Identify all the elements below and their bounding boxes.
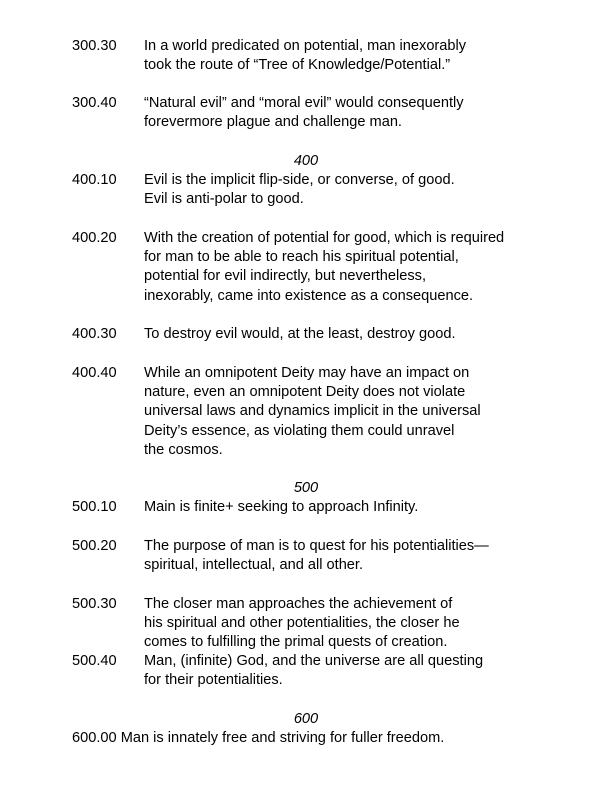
entry-text [144, 171, 564, 209]
entry-line: forevermore plague and challenge man. [144, 114, 402, 131]
entry-line: Evil is anti-polar to good. [144, 191, 304, 208]
entry-line: for their potentialities. [144, 672, 283, 689]
entry-number: 400.40 [72, 365, 117, 381]
entry-600-00 [72, 729, 444, 748]
entry-line: for man to be able to reach his spiritual potential, [144, 249, 459, 266]
entry-line: Evil is the implicit flip-side, or converse, of good. [144, 172, 455, 188]
entry-text [144, 94, 564, 132]
entry-line: With the creation of potential for good, which is required [144, 230, 505, 246]
entry-line: took the route of “Tree of Knowledge/Potential.” [144, 57, 451, 74]
entry-line: spiritual, intellectual, and all other. [144, 557, 364, 574]
section-heading-600: 600 [293, 711, 319, 727]
entry-line: inexorably, came into existence as a consequence. [144, 287, 474, 304]
entry-number: 300.30 [72, 38, 117, 54]
entry-line: The purpose of man is to quest for his potentialities— [144, 538, 489, 554]
entry-text [144, 537, 564, 575]
section-heading-400: 400 [293, 153, 319, 169]
entry-number: 500.10 [72, 499, 117, 515]
entry-number: 400.20 [72, 230, 117, 246]
entry-number: 500.30 [72, 596, 117, 612]
entry-number: 500.40 [72, 653, 117, 669]
entry-line: “Natural evil” and “moral evil” would consequently [144, 95, 464, 111]
entry-text [144, 364, 564, 460]
entry-number: 600.00 [72, 730, 117, 746]
entry-number: 400.10 [72, 172, 117, 188]
entry-number: 400.30 [72, 326, 117, 342]
entry-line: universal laws and dynamics implicit in the universal [144, 403, 481, 420]
entry-text [144, 37, 564, 75]
entry-line: potential for evil indirectly, but nevertheless, [144, 268, 427, 285]
entry-line: comes to fulfilling the primal quests of creation. [144, 634, 448, 651]
entry-text [144, 595, 564, 653]
entry-line: To destroy evil would, at the least, destroy good. [144, 326, 456, 342]
entry-text [144, 229, 564, 306]
entry-line: Man, (infinite) God, and the universe are all questing [144, 653, 484, 669]
entry-line: The closer man approaches the achievement of [144, 596, 453, 612]
entry-line: Main is finite+ seeking to approach Infinity. [144, 499, 419, 515]
entry-line: In a world predicated on potential, man inexorably [144, 38, 467, 54]
entry-line: the cosmos. [144, 441, 223, 458]
entry-line: Deity’s essence, as violating them could unravel [144, 422, 455, 439]
entry-text [144, 498, 564, 517]
entry-text: Man is innately free and striving for fuller freedom. [120, 730, 445, 746]
entry-number: 500.20 [72, 538, 117, 554]
entry-text [144, 652, 564, 690]
entry-line: his spiritual and other potentialities, the closer he [144, 615, 460, 632]
section-heading-500: 500 [293, 480, 319, 496]
entry-text [144, 325, 564, 344]
entry-line: While an omnipotent Deity may have an impact on [144, 365, 470, 381]
entry-number: 300.40 [72, 95, 117, 111]
entry-line: nature, even an omnipotent Deity does not violate [144, 384, 466, 401]
